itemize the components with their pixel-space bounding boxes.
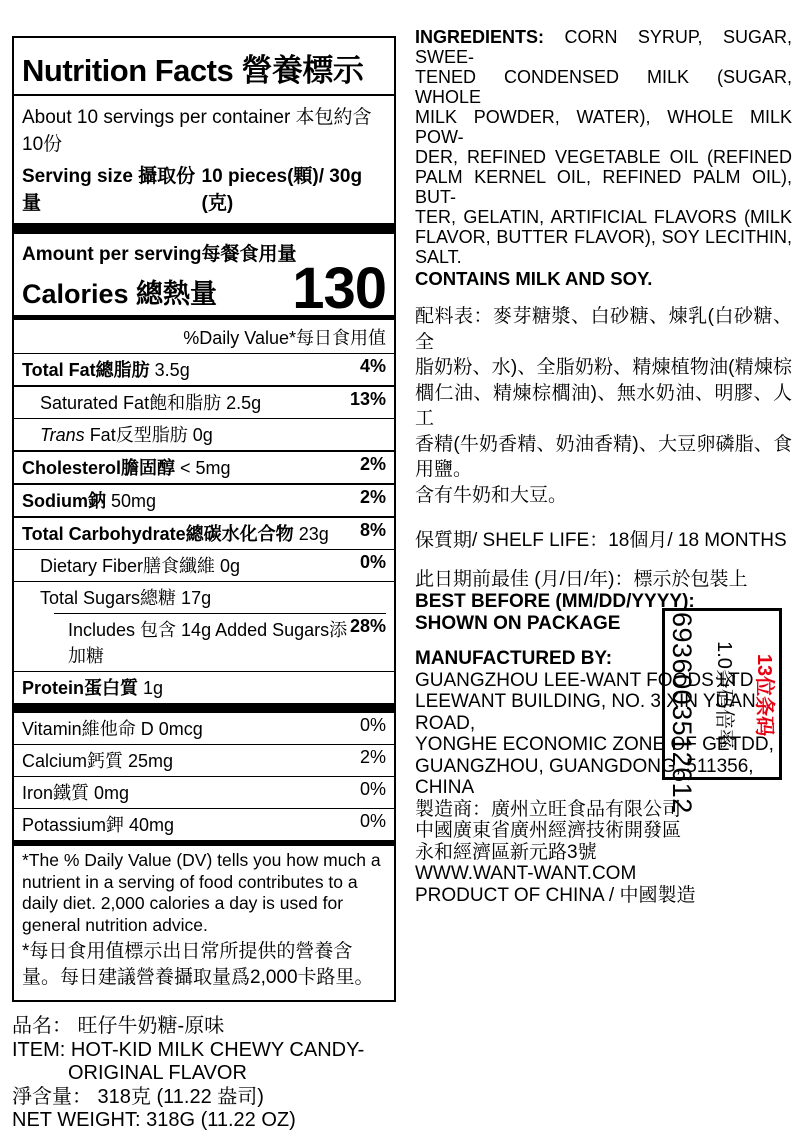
ingredients-zh-line: 用鹽。: [415, 459, 473, 480]
address-line: LEEWANT BUILDING, NO. 3 XIN YUAN ROAD,: [415, 691, 756, 734]
barcode-info-box: [662, 608, 782, 814]
nutrient-row-total-fat: Total Fat總脂肪 3.5g 4%: [14, 353, 394, 385]
pct-saturated-fat: 13%: [349, 389, 386, 410]
nutrient-row-cholesterol: Cholesterol膽固醇 < 5mg 2%: [14, 450, 394, 483]
pct-iron: 0%: [359, 779, 386, 800]
best-before-en1: BEST BEFORE (MM/DD/YYYY):: [415, 591, 695, 612]
pct-vitamin-d: 0%: [359, 715, 386, 736]
nutrition-facts-panel: [12, 36, 396, 1002]
pct-added-sugars: 28%: [349, 616, 386, 637]
footnote-section: [14, 846, 394, 1000]
nutrient-row-trans-fat: Trans Fat反型脂肪 0g: [14, 418, 394, 450]
address-line: WWW.WANT-WANT.COM: [415, 863, 637, 884]
ingredients-zh-line: 香精(牛奶香精、奶油香精)、大豆卵磷脂、食: [415, 433, 792, 455]
calories-label: Calories 總熱量: [22, 279, 218, 310]
serving-size-row: [14, 158, 394, 223]
pct-potassium: 0%: [359, 811, 386, 832]
daily-value-header: %Daily Value*每日食用值: [183, 328, 386, 349]
best-before-en2: SHOWN ON PACKAGE: [415, 613, 621, 634]
left-column: [12, 36, 396, 1133]
address-line: GUANGZHOU, GUANGDONG, 511356, CHINA: [415, 755, 754, 798]
ingredients-line: TENED CONDENSED MILK (SUGAR, WHOLE: [415, 67, 792, 107]
footnote-english: *The % Daily Value (DV) tells you how much a nutrient in a serving of food contributes to a daily diet. 2,000 calories a day is used for general nutrition advice.: [22, 850, 381, 935]
ingredients-line: MILK POWDER, WATER), WHOLE MILK POW-: [415, 107, 792, 147]
address-line: GUANGZHOU LEE-WANT FOODS LTD: [415, 669, 754, 691]
nutrition-facts-title: Nutrition Facts 營養標示: [14, 38, 394, 96]
ingredients-zh-line: 配料表：麥芽糖漿、白砂糖、煉乳(白砂糖、全: [415, 306, 792, 353]
address-line: 中國廣東省廣州經濟技術開發區: [415, 820, 682, 841]
net-weight-zh: 淨含量： 318克 (11.22 盎司): [12, 1085, 264, 1108]
nutrient-row-iron: Iron鐵質 0mg 0%: [14, 776, 394, 808]
pct-cholesterol: 2%: [359, 454, 386, 475]
pct-calcium: 2%: [359, 747, 386, 768]
nutrient-row-total-carbohydrate: Total Carbohydrate總碳水化合物 23g 8%: [14, 516, 394, 549]
ingredients-line: DER, REFINED VEGETABLE OIL (REFINED: [415, 147, 792, 167]
amount-per-serving-label: Amount per serving每餐食用量: [22, 244, 297, 265]
product-info-block: [12, 1015, 396, 1133]
ingredients-zh-line: 櫚仁油、精煉棕櫚油)、無水奶油、明膠、人工: [415, 382, 792, 429]
address-line: YONGHE ECONOMIC ZONE OF GETDD,: [415, 734, 774, 755]
serving-size-label: Serving size 攝取份量: [22, 166, 196, 214]
address-line: 製造商：廣州立旺食品有限公司: [415, 798, 682, 820]
nutrient-row-calcium: Calcium鈣質 25mg 2%: [14, 744, 394, 776]
allergen-statement-zh: 含有牛奶和大豆。: [415, 484, 568, 506]
barcode-number: 6936003512612: [667, 612, 697, 814]
ingredients-first-line: INGREDIENTS: CORN SYRUP, SUGAR, SWEE-: [415, 27, 792, 67]
barcode-type-label: 13位条码: [753, 653, 775, 737]
ingredients-lines: [415, 67, 792, 267]
ingredients-line: SALT.: [415, 247, 462, 267]
thick-divider-bar: [14, 703, 394, 713]
barcode-rotated-content: [665, 612, 779, 814]
pct-total-carbohydrate: 8%: [359, 520, 386, 541]
best-before-zh: 此日期前最佳 (月/日/年)：標示於包裝上: [415, 569, 748, 590]
nutrient-row-protein: Protein蛋白質 1g: [14, 671, 394, 703]
pct-total-fat: 4%: [359, 356, 386, 377]
calories-row: [14, 256, 394, 321]
nutrient-row-sodium: Sodium鈉 50mg 2%: [14, 483, 394, 516]
ingredients-chinese: [415, 304, 792, 483]
footnote-chinese: *每日食用值標示出日常所提供的營養含量。每日建議營養攝取量爲2,000卡路里。: [22, 941, 374, 989]
ingredients-line: TER, GELATIN, ARTIFICIAL FLAVORS (MILK: [415, 207, 792, 227]
ingredients-line: PALM KERNEL OIL, REFINED PALM OIL), BUT-: [415, 167, 792, 207]
ingredients-label: INGREDIENTS:: [415, 27, 545, 47]
pct-sodium: 2%: [359, 487, 386, 508]
pct-dietary-fiber: 0%: [359, 552, 386, 573]
product-item-line2: ORIGINAL FLAVOR: [68, 1062, 247, 1085]
shelf-life-line: 保質期/ SHELF LIFE：18個月/ 18 MONTHS: [415, 530, 787, 551]
ingredients-line: FLAVOR, BUTTER FLAVOR), SOY LECITHIN,: [415, 227, 792, 247]
nutrient-row-saturated-fat: Saturated Fat飽和脂肪 2.5g 13%: [14, 385, 394, 418]
barcode-ratio-label: 1.0条码倍率: [713, 641, 735, 749]
ingredients-zh-line: 脂奶粉、水)、全脂奶粉、精煉植物油(精煉棕: [415, 357, 792, 378]
allergen-statement-en: CONTAINS MILK AND SOY.: [415, 268, 653, 289]
calories-value: 130: [292, 256, 386, 321]
serving-size-value: 10 pieces(顆)/ 30g (克): [201, 166, 363, 214]
product-name-zh: 品名： 旺仔牛奶糖-原味: [12, 1015, 225, 1038]
nutrient-row-potassium: Potassium鉀 40mg 0%: [14, 808, 394, 840]
servings-per-container: About 10 servings per container 本包約含10份: [22, 107, 372, 155]
address-line: PRODUCT OF CHINA / 中國製造: [415, 884, 696, 906]
nutrient-row-vitamin-d: Vitamin維他命 D 0mcg 0%: [22, 715, 386, 740]
address-line: 永和經濟區新元路3號: [415, 841, 597, 863]
nutrient-row-added-sugars: Includes 包含 14g Added Sugars添加糖 28%: [14, 613, 394, 671]
product-item-line1: ITEM: HOT-KID MILK CHEWY CANDY-: [12, 1038, 365, 1061]
manufactured-by-label: MANUFACTURED BY:: [415, 648, 613, 669]
thick-divider-bar: [14, 223, 394, 234]
nutrient-row-dietary-fiber: Dietary Fiber膳食纖維 0g 0%: [14, 549, 394, 581]
nutrient-row-total-sugars: Total Sugars總糖 17g: [14, 581, 394, 613]
net-weight-en: NET WEIGHT: 318G (11.22 OZ): [12, 1109, 296, 1132]
